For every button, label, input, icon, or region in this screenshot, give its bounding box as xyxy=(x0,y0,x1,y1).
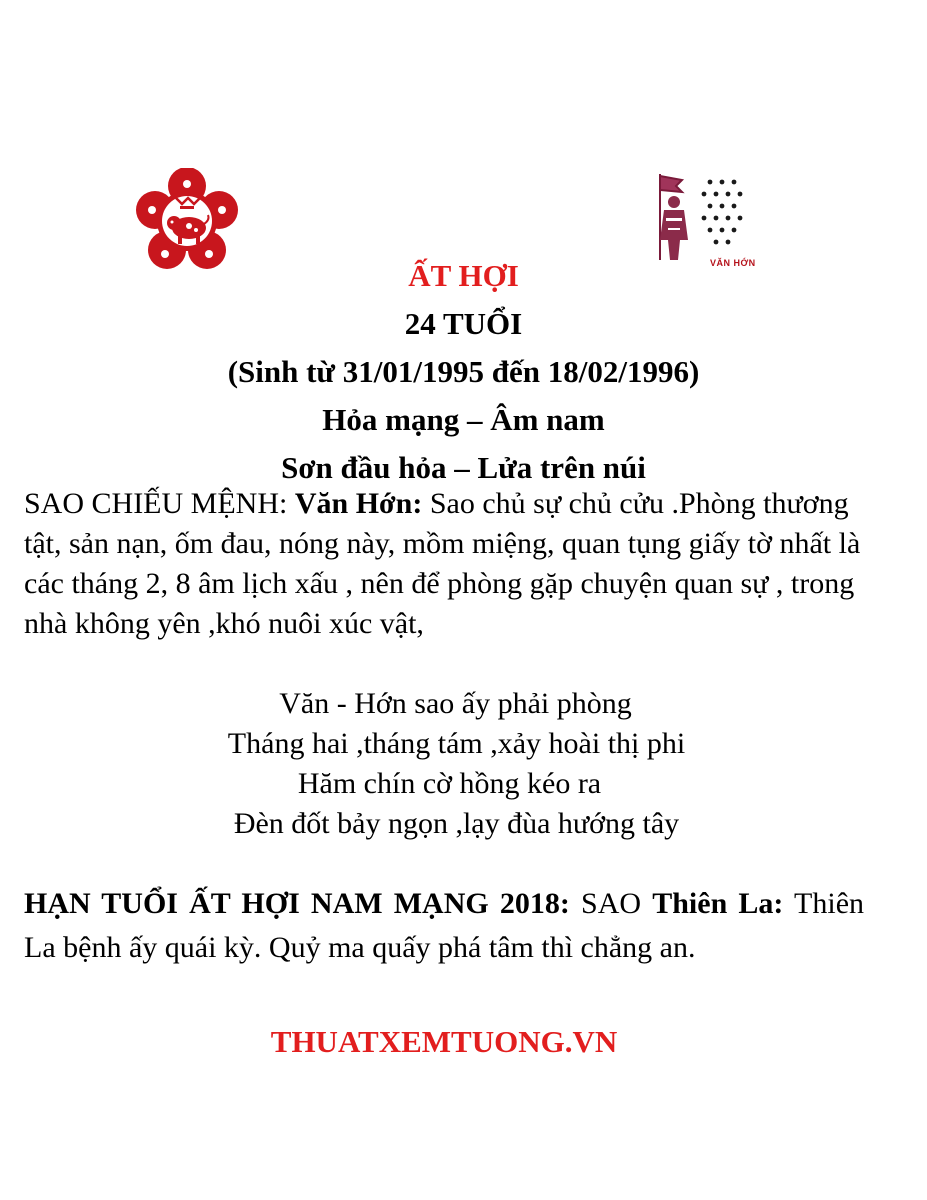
han-star-name: Thiên La: xyxy=(652,887,784,920)
poem-line: Đèn đốt bảy ngọn ,lạy đùa hướng tây xyxy=(233,807,680,840)
han-sao-word: SAO xyxy=(569,887,653,920)
han-description: Thiên La bệnh ấy quái kỳ. Quỷ ma quấy phá tâm thì chẳng an. xyxy=(24,887,865,964)
star-paragraph xyxy=(24,484,884,644)
star-description: Sao chủ sự chủ cửu .Phòng thương tật, sản nạn, ốm đau, nóng này, mồm miệng, quan tụng giấy tờ nhất là các tháng 2, 8 âm lịch xấu , nên để phòng gặp chuyện quan sự , trong nhà không yên ,khó nuôi xúc vật, xyxy=(24,487,861,640)
han-paragraph xyxy=(24,882,864,970)
birth-range: (Sinh từ 31/01/1995 đến 18/02/1996) xyxy=(227,354,700,389)
age-heading: 24 TUỔI xyxy=(404,306,523,341)
title-block xyxy=(0,252,927,492)
logo-caption: VĂN HỚN xyxy=(710,258,756,268)
poem-line: Hăm chín cờ hồng kéo ra xyxy=(297,767,602,800)
han-label: HẠN TUỔI ẤT HỢI NAM MẠNG 2018: xyxy=(24,887,570,920)
poem-block xyxy=(0,684,927,844)
page-title: ẤT HỢI xyxy=(408,258,519,293)
website-watermark: THUATXEMTUONG.VN xyxy=(270,1024,618,1059)
element-heading: Hỏa mạng – Âm nam xyxy=(322,402,605,437)
poem-line: Tháng hai ,tháng tám ,xảy hoài thị phi xyxy=(227,727,686,760)
star-name: Văn Hớn: xyxy=(294,487,423,520)
star-label: SAO CHIẾU MỆNH: xyxy=(24,487,295,520)
destiny-heading: Sơn đầu hỏa – Lửa trên núi xyxy=(281,450,646,485)
poem-line: Văn - Hớn sao ấy phải phòng xyxy=(279,687,632,720)
